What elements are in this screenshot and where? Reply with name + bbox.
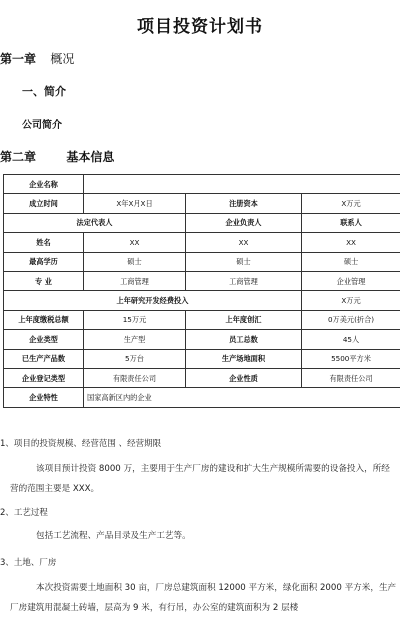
document-title: 项目投资计划书 (0, 12, 400, 37)
table-row (4, 349, 400, 368)
table-cell-value: 15万元 (84, 310, 186, 329)
chapter-1-label: 第一章 (0, 52, 36, 66)
section-1-heading: 1、项目的投资规模、经营范围 、经营期限 (0, 437, 161, 449)
table-row (4, 252, 400, 271)
table-cell-value: XX (84, 233, 186, 252)
table-row (4, 271, 400, 290)
chapter-1-subheading-company: 公司简介 (22, 116, 62, 131)
chapter-1-subheading-intro: 一、简介 (22, 83, 66, 99)
table-cell-value: 0万美元(折合) (302, 310, 400, 329)
table-row (4, 330, 400, 349)
table-cell-label: 法定代表人 (4, 213, 186, 232)
table-cell-label: 成立时间 (4, 194, 84, 213)
table-cell-value: 国家高新区内的企业 (84, 388, 400, 407)
table-cell-label: 生产场地面积 (186, 349, 302, 368)
table-cell-value: 硕士 (84, 252, 186, 271)
chapter-2-heading (0, 148, 114, 165)
table-cell-value: 5500平方米 (302, 349, 400, 368)
section-3-paragraph: 本次投资需要土地面积 30 亩，厂房总建筑面积 12000 平方米，绿化面积 2000 平方米，生产厂房建筑用混凝土砖墙，层高为 9 米，有行吊，办公室的建筑面积为 2 层楼 (10, 578, 398, 618)
table-cell-value: 有限责任公司 (302, 368, 400, 387)
table-cell-label: 企业名称 (4, 175, 84, 194)
table-cell-label: 企业特性 (4, 388, 84, 407)
chapter-1-title: 概况 (50, 52, 74, 66)
table-cell-label: 上年度缴税总额 (4, 310, 84, 329)
table-row (4, 194, 400, 213)
table-cell-value (84, 175, 400, 194)
table-cell-label: 企业负责人 (186, 213, 302, 232)
table-cell-value: 有限责任公司 (84, 368, 186, 387)
table-cell-value: 5万台 (84, 349, 186, 368)
table-cell-label: 企业类型 (4, 330, 84, 349)
table-cell-label: 专 业 (4, 271, 84, 290)
table-cell-label: 注册资本 (186, 194, 302, 213)
section-3-heading: 3、土地、厂房 (0, 556, 56, 568)
table-cell-value: 生产型 (84, 330, 186, 349)
table-row (4, 213, 400, 232)
table-cell-label: 上年度创汇 (186, 310, 302, 329)
table-cell-value: 工商管理 (186, 271, 302, 290)
table-row (4, 233, 400, 252)
table-cell-label: 上年研究开发经费投入 (4, 291, 302, 310)
table-cell-label: 员工总数 (186, 330, 302, 349)
table-cell-value: X万元 (302, 194, 400, 213)
chapter-1-heading (0, 50, 74, 67)
table-cell-label: 企业登记类型 (4, 368, 84, 387)
table-cell-value: X万元 (302, 291, 400, 310)
table-cell-label: 企业性质 (186, 368, 302, 387)
table-row (4, 368, 400, 387)
table-cell-value: XX (186, 233, 302, 252)
table-row (4, 291, 400, 310)
table-cell-value: 45人 (302, 330, 400, 349)
table-row (4, 310, 400, 329)
table-cell-value: 硕士 (302, 252, 400, 271)
table-row (4, 175, 400, 194)
table-cell-label: 联系人 (302, 213, 400, 232)
chapter-2-title: 基本信息 (66, 150, 114, 164)
chapter-2-label: 第二章 (0, 150, 36, 164)
section-1-paragraph: 该项目预计投资 8000 万，主要用于生产厂房的建设和扩大生产规模所需要的设备投入，所经营的范围主要是 XXX。 (10, 459, 398, 499)
table-cell-value: X年X月X日 (84, 194, 186, 213)
table-cell-value: 企业管理 (302, 271, 400, 290)
table-cell-label: 最高学历 (4, 252, 84, 271)
table-row (4, 388, 400, 407)
table-cell-value: XX (302, 233, 400, 252)
table-cell-label: 已生产产品数 (4, 349, 84, 368)
table-cell-label: 姓名 (4, 233, 84, 252)
table-cell-value: 硕士 (186, 252, 302, 271)
table-cell-value: 工商管理 (84, 271, 186, 290)
section-2-heading: 2、工艺过程 (0, 506, 48, 518)
section-2-paragraph: 包括工艺流程、产品目录及生产工艺等。 (10, 526, 398, 546)
basic-info-table (3, 174, 400, 408)
